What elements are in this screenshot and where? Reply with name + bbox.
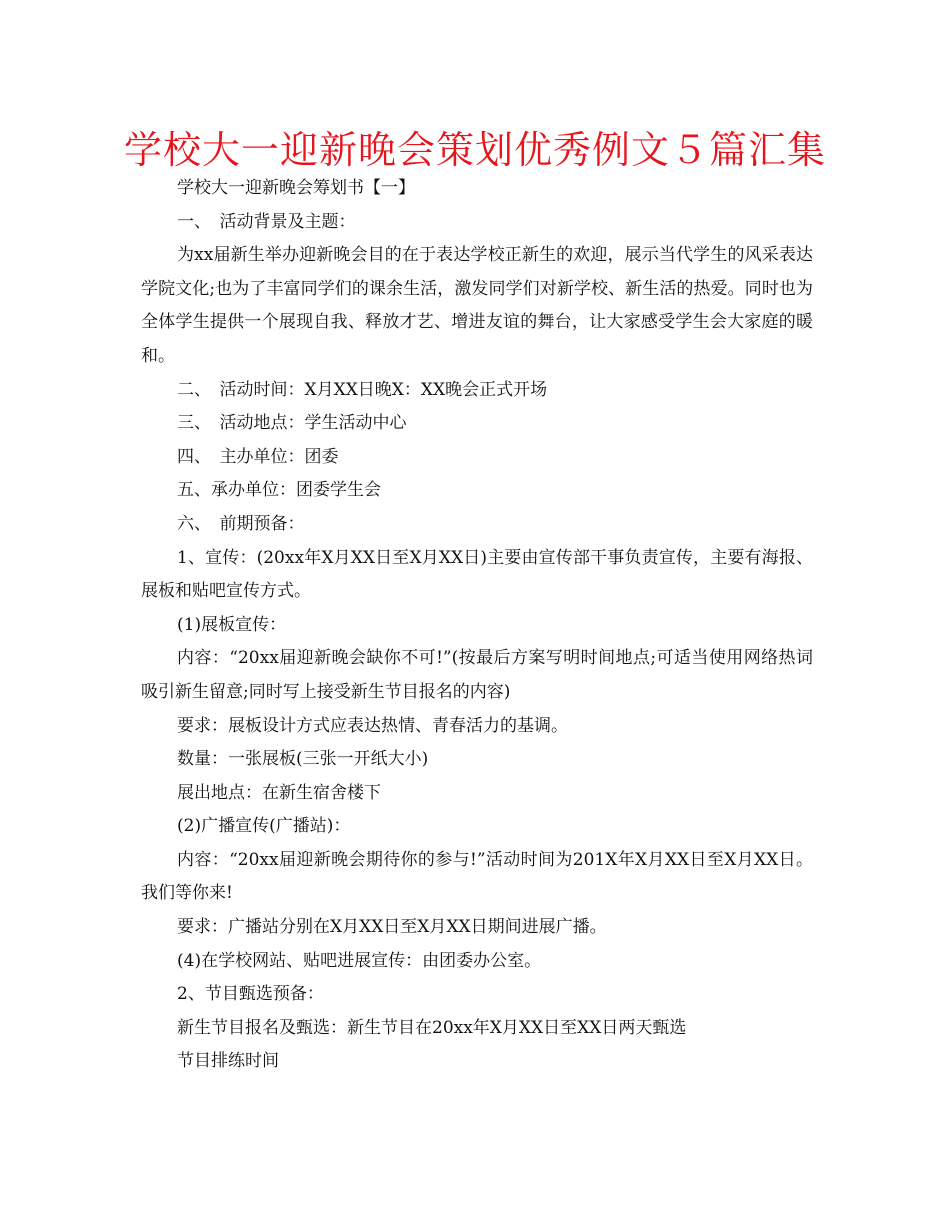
document-body <box>141 172 813 1079</box>
paragraph: 2、节目甄选预备： <box>177 984 324 1005</box>
paragraph: 一、 活动背景及主题： <box>177 211 356 232</box>
paragraph: 为xx届新生举办迎新晚会目的在于表达学校正新生的欢迎，展示当代学生的风采表达学院文化;也为了丰富同学们的课余生活，激发同学们对新学校、新生活的热爱。同时也为全体学生提供一个展现自我、释放才艺、增进友谊的舞台，让大家感受学生会大家庭的暖和。 <box>141 245 813 366</box>
paragraph: 六、 前期预备： <box>177 513 305 534</box>
paragraph: 五、承办单位：团委学生会 <box>177 480 381 501</box>
paragraph: 内容：“20xx届迎新晚会缺你不可!”(按最后方案写明时间地点;可适当使用网络热词吸引新生留意;同时写上接受新生节目报名的内容) <box>141 648 813 702</box>
paragraph: (1)展板宣传： <box>177 614 287 635</box>
paragraph: 数量：一张展板(三张一开纸大小) <box>177 749 429 770</box>
paragraph: 新生节目报名及甄选：新生节目在20xx年X月XX日至XX日两天甄选 <box>177 1017 687 1038</box>
paragraph: 内容：“20xx届迎新晚会期待你的参与!”活动时间为201X年X月XX日至X月XX日。我们等你来! <box>141 849 813 904</box>
document-title: 学校大一迎新晚会策划优秀例文５篇汇集 <box>123 128 826 172</box>
section-heading: 学校大一迎新晚会筹划书【一】 <box>177 178 415 198</box>
paragraph: 要求：展板设计方式应表达热情、青春活力的基调。 <box>177 715 568 736</box>
paragraph: 四、 主办单位：团委 <box>177 446 339 467</box>
paragraph: (2)广播宣传(广播站)： <box>177 816 351 837</box>
paragraph: 要求：广播站分别在X月XX日至X月XX日期间进展广播。 <box>177 917 607 938</box>
paragraph: 节目排练时间 <box>177 1051 279 1072</box>
paragraph: 三、 活动地点：学生活动中心 <box>177 413 407 434</box>
paragraph: 1、宣传：(20xx年X月XX日至X月XX日)主要由宣传部干事负责宣传，主要有海报、展板和贴吧宣传方式。 <box>141 547 813 602</box>
paragraph: 展出地点：在新生宿舍楼下 <box>177 782 381 803</box>
paragraph: (4)在学校网站、贴吧进展宣传：由团委办公室。 <box>177 950 542 971</box>
paragraph: 二、 活动时间：X月XX日晚X：XX晚会正式开场 <box>177 379 548 400</box>
